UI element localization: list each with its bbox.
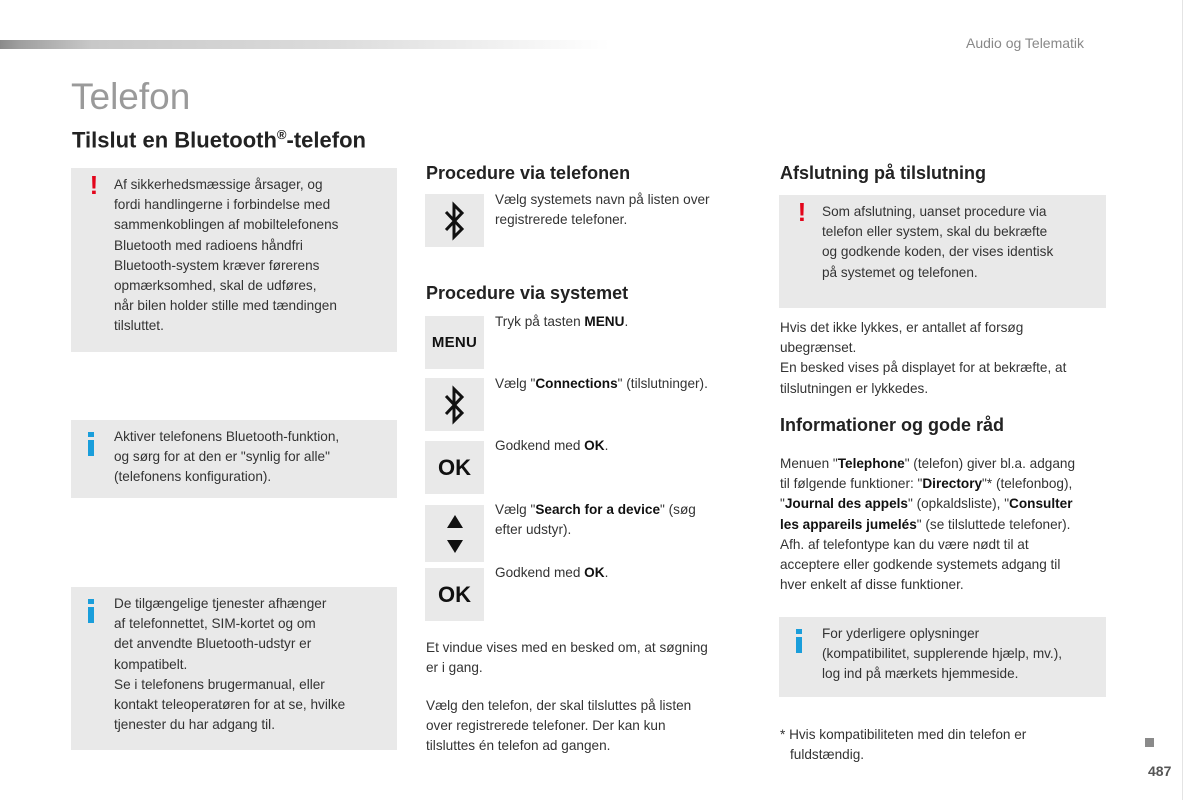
menu-key <box>425 316 484 369</box>
info-icon <box>87 432 94 456</box>
text-line: hver enkelt af disse funktioner. <box>780 577 964 593</box>
text-line: * Hvis kompatibiliteten med din telefon er <box>780 727 1027 742</box>
text-line: les appareils jumelés" (se tilsluttede telefoner). <box>780 516 1071 532</box>
text-line: over registrerede telefoner. Der kan kun <box>426 718 666 734</box>
system-step-1 <box>495 312 628 332</box>
registered-mark: ® <box>276 127 287 142</box>
ok-key <box>425 568 484 621</box>
subtitle-text: Tilslut en Bluetooth <box>72 127 277 153</box>
safety-warning-box <box>71 168 397 352</box>
text-line: når bilen holder stille med tændingen <box>114 298 337 314</box>
text-line: Vælg "Search for a device" (søg <box>495 502 696 517</box>
text-line: tilsluttet. <box>114 318 164 334</box>
page-edge-rule <box>1182 0 1183 800</box>
page-number: 487 <box>1148 763 1172 779</box>
activate-bluetooth-text <box>114 427 387 488</box>
text-line: registrerede telefoner. <box>495 212 628 228</box>
system-procedure-heading: Procedure via systemet <box>426 283 629 303</box>
text-line: ubegrænset. <box>780 340 857 356</box>
exclamation-icon: ! <box>797 197 807 227</box>
tips-heading: Informationer og gode råd <box>780 415 1005 435</box>
footnote <box>780 725 1026 765</box>
text-line: til følgende funktioner: "Directory"* (telefonbog), <box>780 476 1073 492</box>
subtitle-suffix: -telefon <box>286 127 366 153</box>
finish-connection-heading: Afslutning på tilslutning <box>780 163 986 183</box>
phone-procedure-heading: Procedure via telefonen <box>426 163 631 183</box>
finish-paragraph <box>780 318 1066 399</box>
text-line: Afh. af telefontype kan du være nødt til at <box>780 536 1029 552</box>
bluetooth-icon <box>425 194 484 247</box>
text-line: telefon eller system, skal du bekræfte <box>822 224 1048 240</box>
text-line: kompatibelt. <box>114 656 188 672</box>
ok-key <box>425 441 484 494</box>
system-step-5 <box>495 563 608 583</box>
phone-step-text <box>495 190 710 230</box>
finish-warning-box <box>779 195 1106 308</box>
system-step-3 <box>495 436 608 456</box>
text-line: kontakt teleoperatøren for at se, hvilke <box>114 697 346 713</box>
ok-key-label: OK <box>438 581 471 607</box>
text-line: sammenkoblingen af mobiltelefonens <box>114 217 339 233</box>
text-line: Aktiver telefonens Bluetooth-funktion, <box>114 429 340 444</box>
text-line: Bluetooth-system kræver førerens <box>114 257 320 273</box>
text-line: er i gang. <box>426 660 483 676</box>
services-info-box <box>71 587 397 750</box>
text-line: af telefonnettet, SIM-kortet og om <box>114 616 316 632</box>
exclamation-icon: ! <box>89 170 99 200</box>
text-line: Se i telefonens brugermanual, eller <box>114 676 325 692</box>
page-corner-marker <box>1145 738 1154 747</box>
text-line: Et vindue vises med en besked om, at søgning <box>426 640 708 655</box>
text-line: Vælg den telefon, der skal tilsluttes på listen <box>426 698 692 713</box>
text-line: opmærksomhed, skal de udføres, <box>114 278 317 294</box>
tips-paragraph <box>780 454 1075 595</box>
text-line: Menuen "Telephone" (telefon) giver bl.a. adgang <box>780 456 1076 471</box>
text-line: tilslutningen er lykkedes. <box>780 380 929 396</box>
text-line: Tryk på tasten MENU. <box>495 314 629 329</box>
text-line: efter udstyr). <box>495 522 572 538</box>
text-line: log ind på mærkets hjemmeside. <box>822 666 1019 682</box>
text-line: og sørg for at den er "synlig for alle" <box>114 449 330 465</box>
text-line: En besked vises på displayet for at bekræfte, at <box>780 360 1067 376</box>
text-line: Vælg systemets navn på listen over <box>495 192 710 207</box>
text-line: på systemet og telefonen. <box>822 264 978 280</box>
arrows-up-down-icon <box>425 505 484 562</box>
text-line: tilsluttes én telefon ad gangen. <box>426 738 611 754</box>
page-title: Telefon <box>71 76 191 117</box>
system-step-4 <box>495 500 696 540</box>
bluetooth-icon <box>425 378 484 431</box>
text-line: Godkend med OK. <box>495 438 609 453</box>
text-line: For yderligere oplysninger <box>822 626 980 641</box>
safety-warning-text <box>114 175 387 337</box>
info-icon <box>795 629 802 653</box>
text-line: De tilgængelige tjenester afhænger <box>114 596 327 611</box>
text-line: Bluetooth med radioens håndfri <box>114 237 303 253</box>
text-line: Som afslutning, uanset procedure via <box>822 204 1047 219</box>
text-line: acceptere eller godkende systemets adgang til <box>780 557 1061 573</box>
text-line: Vælg "Connections" (tilslutninger). <box>495 376 708 391</box>
section-name: Audio og Telematik <box>966 35 1085 51</box>
header-gradient-bar <box>0 40 610 49</box>
text-line: Hvis det ikke lykkes, er antallet af forsøg <box>780 320 1024 335</box>
text-line: tjenester du har adgang til. <box>114 717 275 733</box>
text-line: (kompatibilitet, supplerende hjælp, mv.), <box>822 646 1063 662</box>
section-subtitle <box>72 127 366 153</box>
system-step-2 <box>495 374 708 394</box>
text-line: (telefonens konfiguration). <box>114 469 272 485</box>
text-line: fordi handlingerne i forbindelse med <box>114 197 331 213</box>
text-line: fuldstændig. <box>790 747 865 763</box>
services-info-text <box>114 594 387 735</box>
more-info-box <box>779 617 1106 697</box>
searching-paragraph <box>426 638 708 678</box>
text-line: det anvendte Bluetooth-udstyr er <box>114 636 312 652</box>
text-line: Godkend med OK. <box>495 565 609 580</box>
text-line: Af sikkerhedsmæssige årsager, og <box>114 177 323 192</box>
text-line: og godkende koden, der vises identisk <box>822 244 1054 260</box>
activate-bluetooth-info-box <box>71 420 397 498</box>
more-info-text <box>822 624 1096 685</box>
menu-key-label: MENU <box>431 334 478 351</box>
finish-warning-text <box>822 202 1096 283</box>
text-line: "Journal des appels" (opkaldsliste), "Consulter <box>780 496 1073 512</box>
ok-key-label: OK <box>438 454 471 480</box>
info-icon <box>87 599 94 623</box>
select-phone-paragraph <box>426 696 691 757</box>
